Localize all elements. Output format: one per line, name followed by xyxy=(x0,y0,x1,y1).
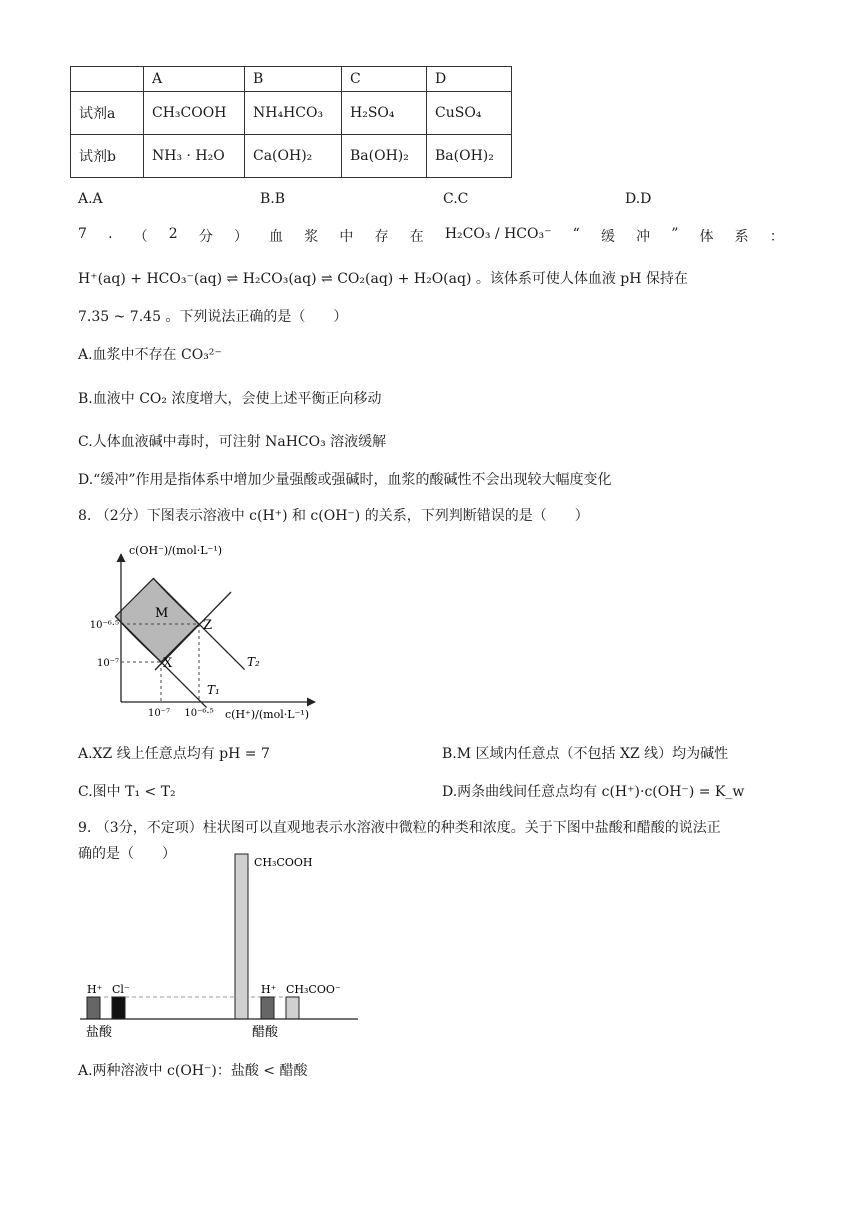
table-header-cell: B xyxy=(245,67,342,92)
q7-token: 在 xyxy=(409,229,424,245)
kw-temperature-chart xyxy=(85,540,345,730)
q6-option-c: C.C xyxy=(443,191,469,207)
table-corner xyxy=(71,67,144,92)
bar-1 xyxy=(112,997,125,1019)
bars xyxy=(87,854,341,1019)
q7-option-d: D.“缓冲”作用是指体系中增加少量强酸或强碱时，血浆的酸碱性不会出现较大幅度变化 xyxy=(78,472,612,488)
q7-token: 缓 xyxy=(600,229,615,245)
bar-label-2: CH₃COOH xyxy=(254,856,313,869)
y-axis-label: c(OH⁻)/(mol·L⁻¹) xyxy=(129,544,223,557)
q6-option-a: A.A xyxy=(78,191,103,207)
bar-label-4: CH₃COO⁻ xyxy=(286,983,341,996)
bar-2 xyxy=(235,854,248,1019)
q7-token: ” xyxy=(671,226,679,242)
q8-option-b: B.M 区域内任意点（不包括 XZ 线）均为碱性 xyxy=(442,746,729,762)
table-cell: NH₄HCO₃ xyxy=(245,92,342,135)
x-tick-1e-6.5: 10⁻⁶·⁵ xyxy=(184,708,214,719)
point-x-label: X xyxy=(163,656,173,671)
q9-stem-line2: 确的是（ ） xyxy=(78,846,176,862)
table-cell: Ba(OH)₂ xyxy=(427,135,512,178)
q6-option-b: B.B xyxy=(260,191,286,207)
q7-token: “ xyxy=(572,226,580,242)
q7-token: （ xyxy=(133,229,148,245)
q7-token: 分 xyxy=(198,229,213,245)
x-tick-1e-7: 10⁻⁷ xyxy=(147,708,171,719)
q7-token: 2 xyxy=(168,226,178,242)
table-cell: Ca(OH)₂ xyxy=(245,135,342,178)
bar-0 xyxy=(87,997,100,1019)
table-header-cell: C xyxy=(342,67,427,92)
region-m-label: M xyxy=(155,606,169,621)
q7-option-a: A.血浆中不存在 CO₃²⁻ xyxy=(78,347,222,363)
table-row xyxy=(71,135,512,178)
q7-token: 浆 xyxy=(304,229,319,245)
group-label-hcl: 盐酸 xyxy=(86,1025,113,1040)
bar-3 xyxy=(261,997,274,1019)
bar-label-3: H⁺ xyxy=(261,983,277,996)
bar-4 xyxy=(286,997,299,1019)
q7-token: 体 xyxy=(699,229,714,245)
table-cell: CH₃COOH xyxy=(144,92,245,135)
row-label: 试剂a xyxy=(71,92,144,135)
q7-token: H₂CO₃ / HCO₃⁻ xyxy=(444,226,552,242)
point-z-label: Z xyxy=(203,618,213,633)
group-label-ch3cooh: 醋酸 xyxy=(252,1025,279,1040)
q7-option-b: B.血液中 CO₂ 浓度增大，会使上述平衡正向移动 xyxy=(78,391,382,407)
q7-stem-line1 xyxy=(78,226,784,246)
table-row xyxy=(71,92,512,135)
bar-label-0: H⁺ xyxy=(87,983,103,996)
q8-option-a: A.XZ 线上任意点均有 pH = 7 xyxy=(78,746,270,762)
q7-token: ： xyxy=(769,229,784,245)
q7-token: ） xyxy=(234,229,248,245)
reagent-table xyxy=(70,66,512,178)
q7-token: 存 xyxy=(374,229,389,245)
bar-label-1: Cl⁻ xyxy=(112,983,130,996)
table-header-cell: A xyxy=(144,67,245,92)
row-label: 试剂b xyxy=(71,135,144,178)
x-axis-label: c(H⁺)/(mol·L⁻¹) xyxy=(225,708,310,721)
q8-stem: 8. （2分）下图表示溶液中 c(H⁺) 和 c(OH⁻) 的关系，下列判断错误的是（ ） xyxy=(78,508,589,524)
table-cell: NH₃ · H₂O xyxy=(144,135,245,178)
t2-label: T₂ xyxy=(247,655,260,669)
q6-option-d: D.D xyxy=(625,191,652,207)
q9-option-a: A.两种溶液中 c(OH⁻)：盐酸 < 醋酸 xyxy=(78,1063,308,1079)
q7-token: 7 xyxy=(78,226,87,242)
species-bar-chart xyxy=(80,856,380,1048)
table-cell: Ba(OH)₂ xyxy=(342,135,427,178)
q7-stem-line2: H⁺(aq) + HCO₃⁻(aq) ⇌ H₂CO₃(aq) ⇌ CO₂(aq) + H₂O(aq) 。该体系可使人体血液 pH 保持在 xyxy=(78,271,688,287)
table-header-row xyxy=(71,67,512,92)
q8-option-d: D.两条曲线间任意点均有 c(H⁺)·c(OH⁻) = K_w xyxy=(442,784,745,800)
q7-token: 中 xyxy=(339,229,354,245)
q7-token: 系 xyxy=(734,229,749,245)
q7-token: . xyxy=(108,226,113,242)
q7-token: 血 xyxy=(269,229,284,245)
table-cell: H₂SO₄ xyxy=(342,92,427,135)
q7-option-c: C.人体血液碱中毒时，可注射 NaHCO₃ 溶液缓解 xyxy=(78,434,387,450)
q9-stem-line1: 9. （3分，不定项）柱状图可以直观地表示水溶液中微粒的种类和浓度。关于下图中盐酸和醋酸的说法正 xyxy=(78,820,721,836)
table-header-cell: D xyxy=(427,67,512,92)
q7-token: 冲 xyxy=(636,229,651,245)
t1-label: T₁ xyxy=(207,683,220,697)
y-tick-1e-7: 10⁻⁷ xyxy=(96,658,119,669)
q8-option-c: C.图中 T₁ < T₂ xyxy=(78,784,176,800)
y-tick-1e-6.5: 10⁻⁶·⁵ xyxy=(89,620,119,631)
table-cell: CuSO₄ xyxy=(427,92,512,135)
q7-stem-line3: 7.35 ~ 7.45 。下列说法正确的是（ ） xyxy=(78,309,348,325)
